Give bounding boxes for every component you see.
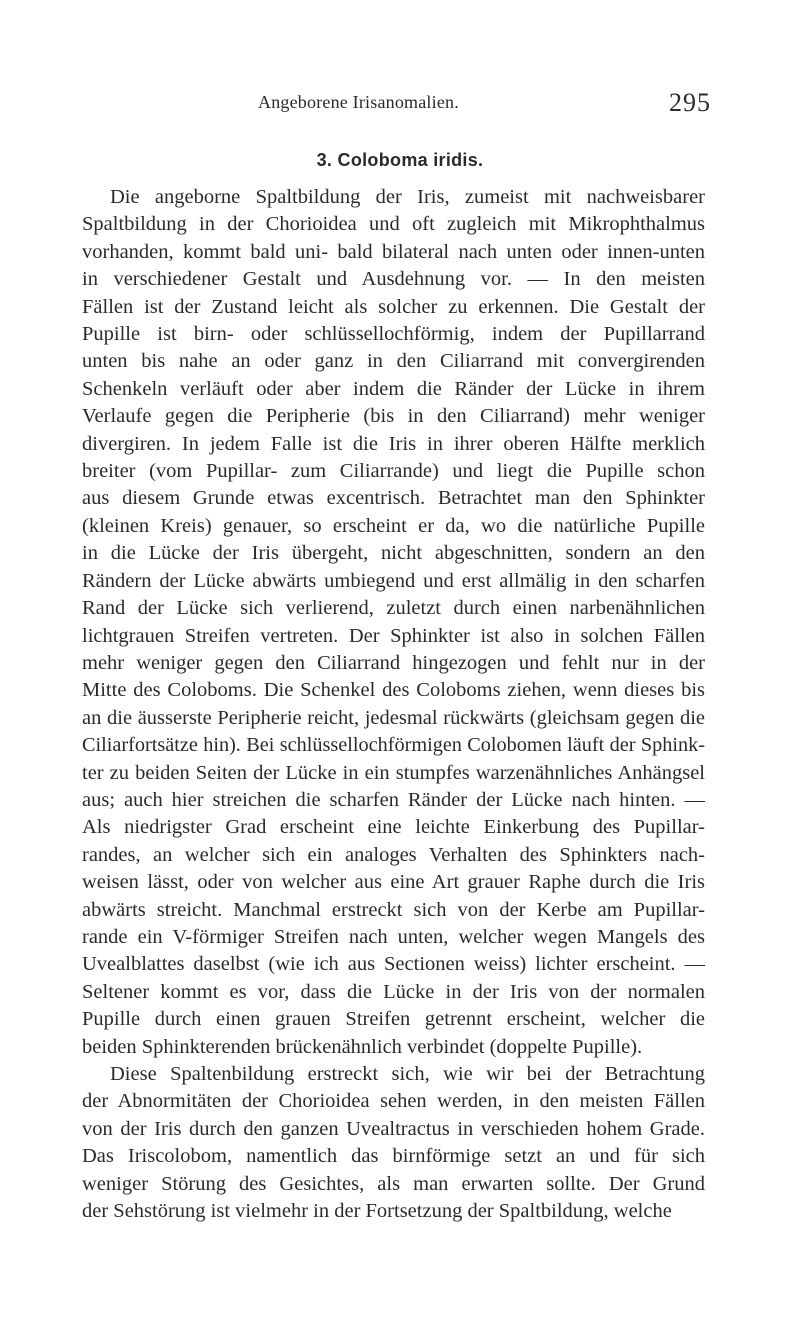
text-line: abwärts streicht. Manchmal erstreckt sich von der Kerbe am Pupillar- [82, 898, 705, 921]
text-line: Mitte des Coloboms. Die Schenkel des Coloboms ziehen, wenn dieses bis [82, 679, 705, 702]
text-line: Das Iriscolobom, namentlich das birnförmige setzt an und für sich [82, 1145, 705, 1168]
text-line: der Sehstörung ist vielmehr in der Fortsetzung der Spaltbildung, welche [82, 1200, 672, 1223]
paragraph [82, 1061, 705, 1225]
paragraph [82, 184, 705, 1061]
text-line: (kleinen Kreis) genauer, so erscheint er da, wo die natürliche Pupille [82, 514, 705, 537]
text-line: randes, an welcher sich ein analoges Verhalten des Sphinkters nach- [82, 843, 705, 866]
text-line: aus; auch hier streichen die scharfen Ränder der Lücke nach hinten. — [82, 788, 705, 811]
text-line: Als niedrigster Grad erscheint eine leichte Einkerbung des Pupillar- [82, 816, 705, 839]
text-line: Schenkeln verläuft oder aber indem die Ränder der Lücke in ihrem [82, 377, 705, 400]
text-line: divergiren. In jedem Falle ist die Iris in ihrer oberen Hälfte merklich [82, 432, 705, 455]
text-line: unten bis nahe an oder ganz in den Ciliarrand mit convergirenden [82, 350, 705, 373]
text-line: Spaltbildung in der Chorioidea und oft zugleich mit Mikrophthalmus [82, 213, 705, 236]
text-line: Rändern der Lücke abwärts umbiegend und erst allmälig in den scharfen [82, 569, 705, 592]
section-title: 3. Coloboma iridis. [316, 150, 484, 170]
text-line: Rand der Lücke sich verlierend, zuletzt durch einen narbenähnlichen [82, 597, 705, 620]
text-line: Diese Spaltenbildung erstreckt sich, wie wir bei der Betrachtung [110, 1063, 705, 1085]
text-line: Uvealblattes daselbst (wie ich aus Sectionen weiss) lichter erscheint. — [82, 953, 705, 976]
text-line: in verschiedener Gestalt und Ausdehnung vor. — In den meisten [82, 268, 705, 291]
text-line: Die angeborne Spaltbildung der Iris, zumeist mit nachweisbarer [110, 186, 705, 208]
text-line: ter zu beiden Seiten der Lücke in ein stumpfes warzenähnliches Anhängsel [82, 761, 705, 784]
text-line: aus diesem Grunde etwas excentrisch. Betrachtet man den Sphinkter [82, 487, 705, 510]
text-line: in die Lücke der Iris übergeht, nicht abgeschnitten, sondern an den [82, 542, 705, 565]
text-line: lichtgrauen Streifen vertreten. Der Sphinkter ist also in solchen Fällen [82, 624, 705, 647]
text-line: weniger Störung des Gesichtes, als man erwarten sollte. Der Grund [82, 1172, 705, 1195]
text-line: Pupille ist birn- oder schlüssellochförmig, indem der Pupillarrand [82, 323, 705, 346]
text-line: Ciliarfortsätze hin). Bei schlüssellochförmigen Colobomen läuft der Sphink- [82, 734, 705, 757]
page-header [258, 88, 711, 118]
text-line: an die äusserste Peripherie reicht, jedesmal rückwärts (gleichsam gegen die [82, 706, 705, 729]
text-line: breiter (vom Pupillar- zum Ciliarrande) und liegt die Pupille schon [82, 460, 705, 483]
text-line: mehr weniger gegen den Ciliarrand hingezogen und fehlt nur in der [82, 651, 705, 674]
text-line: beiden Sphinkterenden brückenähnlich verbindet (doppelte Pupille). [82, 1035, 643, 1058]
text-line: Fällen ist der Zustand leicht als solcher zu erkennen. Die Gestalt der [82, 295, 705, 318]
text-line: vorhanden, kommt bald uni- bald bilateral nach unten oder innen-unten [82, 240, 705, 263]
text-line: der Abnormitäten der Chorioidea sehen werden, in den meisten Fällen [82, 1090, 705, 1113]
text-line: Pupille durch einen grauen Streifen getrennt erscheint, welcher die [82, 1008, 705, 1031]
text-line: von der Iris durch den ganzen Uvealtractus in verschieden hohem Grade. [82, 1117, 705, 1140]
text-line: rande ein V-förmiger Streifen nach unten, welcher wegen Mangels des [82, 925, 705, 948]
body-text [82, 184, 705, 1225]
text-line: weisen lässt, oder von welcher aus eine Art grauer Raphe durch die Iris [82, 871, 705, 894]
page-number: 295 [669, 88, 711, 117]
running-title: Angeborene Irisanomalien. [258, 92, 459, 112]
text-line: Seltener kommt es vor, dass die Lücke in der Iris von der normalen [82, 980, 705, 1003]
text-line: Verlaufe gegen die Peripherie (bis in den Ciliarrand) mehr weniger [82, 405, 705, 428]
